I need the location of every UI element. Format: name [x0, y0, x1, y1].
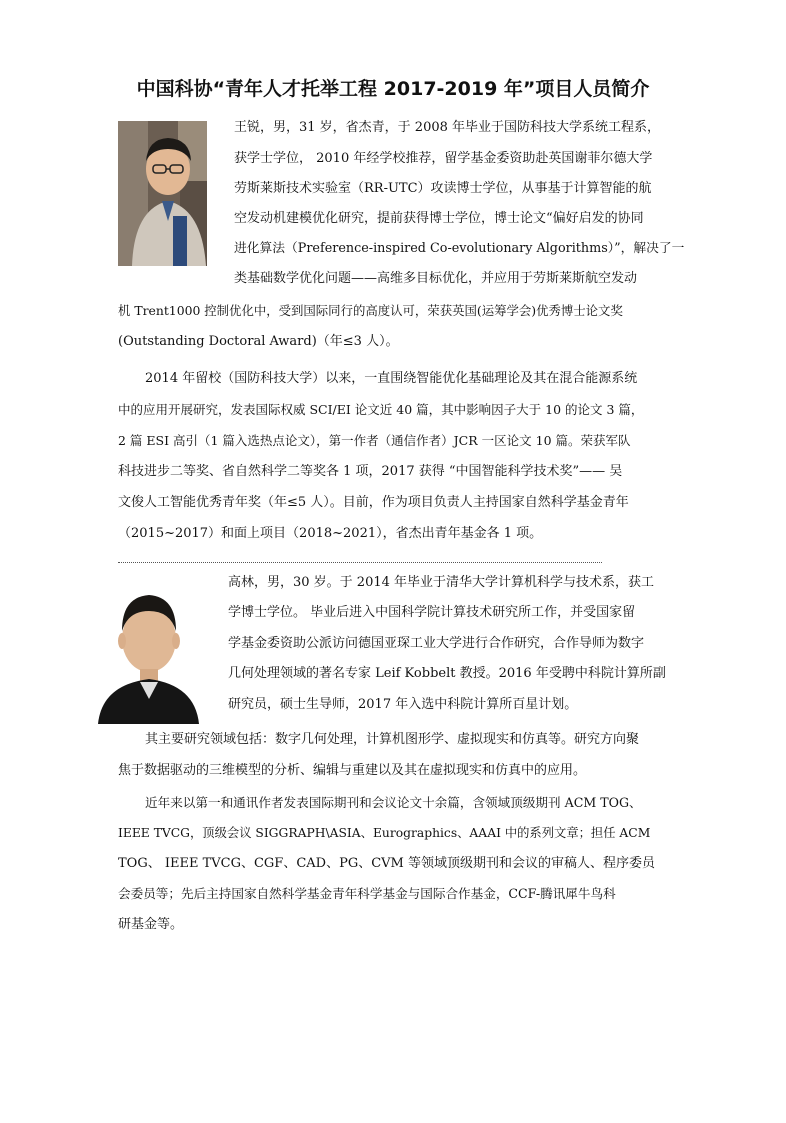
section-divider	[118, 562, 602, 563]
profile-text-line: 学基金委资助公派访问德国亚琛工业大学进行合作研究，合作导师为数字	[228, 636, 645, 651]
portrait-photo-icon	[118, 121, 207, 266]
profile-text-line: （2015~2017）和面上项目（2018~2021），省杰出青年基金各 1 项。	[118, 526, 543, 541]
profile-text-line: 中的应用开展研究，发表国际权威 SCI/EI 论文近 40 篇，其中影响因子大于 10 的论文 3 篇，	[118, 402, 644, 417]
profile-text-line: 研基金等。	[118, 917, 184, 932]
profile-text-line: 机 Trent1000 控制优化中，受到国际同行的高度认可，荣获英国(运筹学会)优秀博士论文奖	[118, 303, 623, 318]
profile-text-line: 空发动机建模优化研究，提前获得博士学位，博士论文“偏好启发的协同	[234, 211, 644, 226]
profile-text-line: 高林，男，30 岁。于 2014 年毕业于清华大学计算机科学与技术系，获工	[228, 575, 655, 590]
profile-text-line: TOG、 IEEE TVCG、CGF、CAD、PG、CVM 等领域顶级期刊和会议的审稿人、程序委员	[118, 856, 655, 871]
portrait-photo-wang-rui	[118, 121, 207, 266]
profile-text-line: 科技进步二等奖、省自然科学二等奖各 1 项，2017 获得 “中国智能科学技术奖”—— 吴	[118, 464, 623, 479]
profile-text-line: 2 篇 ESI 高引（1 篇入选热点论文），第一作者（通信作者）JCR 一区论文 10 篇。荣获军队	[118, 433, 631, 448]
profile-text-line: 王锐，男，31 岁，省杰青，于 2008 年毕业于国防科技大学系统工程系，	[234, 120, 661, 135]
profile-text-line: 几何处理领域的著名专家 Leif Kobbelt 教授。2016 年受聘中科院计算所副	[228, 666, 666, 681]
profile-text-line: 类基础数学优化问题——高维多目标优化，并应用于劳斯莱斯航空发动	[234, 271, 638, 286]
page-title: 中国科协“青年人才托举工程 2017-2019 年”项目人员简介	[136, 78, 650, 100]
profile-text-line: 获学士学位， 2010 年经学校推荐，留学基金委资助赴英国谢菲尔德大学	[234, 151, 653, 166]
profile-text-line: 2014 年留校（国防科技大学）以来，一直围绕智能优化基础理论及其在混合能源系统	[145, 371, 638, 386]
profile-text-line: 进化算法（Preference-inspired Co-evolutionary Algorithms）”，解决了一	[234, 241, 685, 256]
profile-text-line: 其主要研究领域包括：数字几何处理，计算机图形学、虚拟现实和仿真等。研究方向聚	[145, 732, 640, 747]
profile-text-line: (Outstanding Doctoral Award)（年≤3 人）。	[118, 334, 399, 349]
profile-text-line: 焦于数据驱动的三维模型的分析、编辑与重建以及其在虚拟现实和仿真中的应用。	[118, 763, 587, 778]
portrait-photo-gao-lin	[98, 579, 199, 724]
profile-text-line: 学博士学位。 毕业后进入中国科学院计算技术研究所工作，并受国家留	[228, 605, 636, 620]
profile-text-line: IEEE TVCG，顶级会议 SIGGRAPH\ASIA、Eurographics、AAAI 中的系列文章；担任 ACM	[118, 826, 651, 840]
profile-text-line: 劳斯莱斯技术实验室（RR-UTC）攻读博士学位，从事基于计算智能的航	[234, 181, 652, 196]
profile-text-line: 文俊人工智能优秀青年奖（年≤5 人）。目前，作为项目负责人主持国家自然科学基金青年	[118, 495, 629, 510]
profile-text-line: 研究员，硕士生导师，2017 年入选中科院计算所百星计划。	[228, 697, 578, 712]
profile-text-line: 会委员等；先后主持国家自然科学基金青年科学基金与国际合作基金，CCF-腾讯犀牛鸟科	[118, 886, 616, 901]
profile-text-line: 近年来以第一和通讯作者发表国际期刊和会议论文十余篇，含领域顶级期刊 ACM TOG、	[145, 795, 642, 810]
portrait-photo-icon	[98, 579, 199, 724]
